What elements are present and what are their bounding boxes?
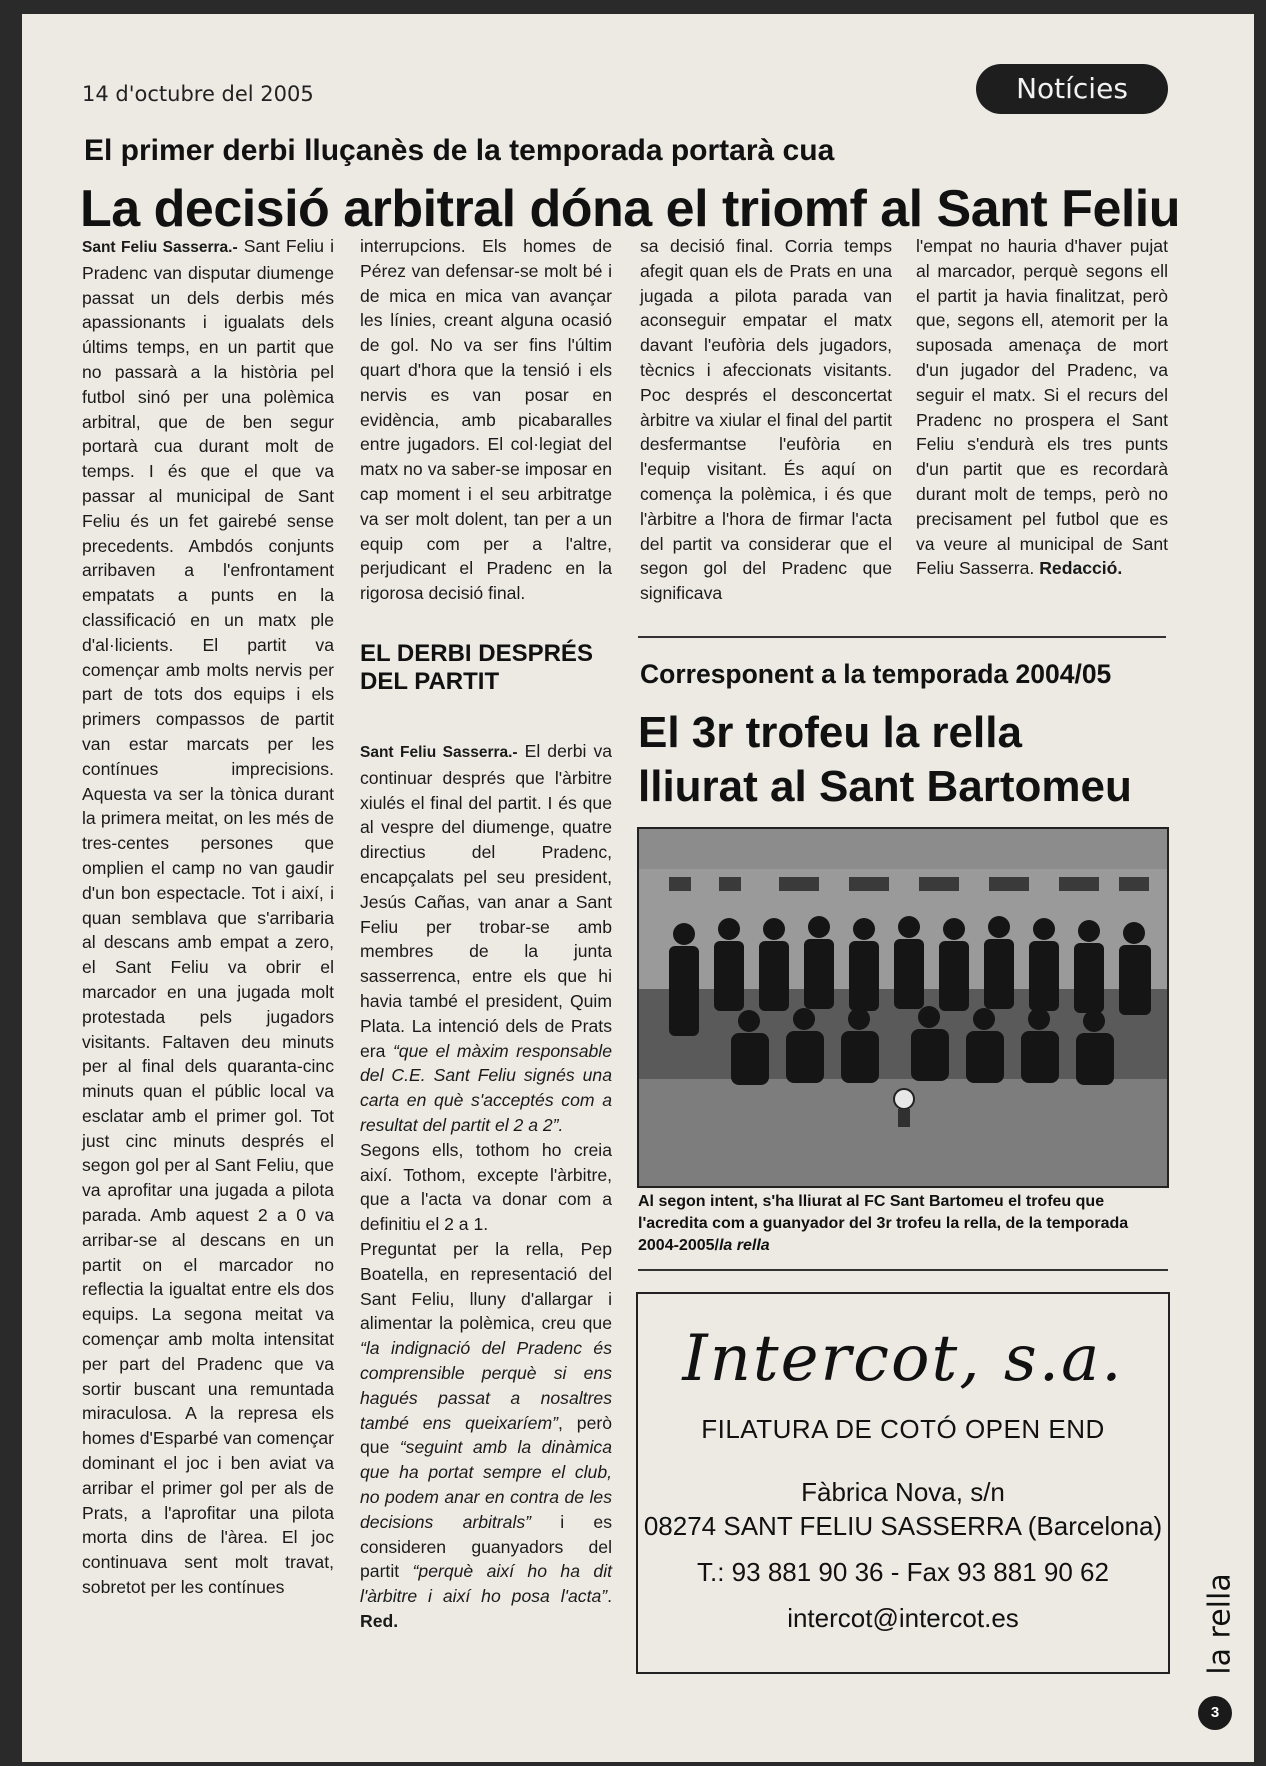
magazine-page — [22, 14, 1254, 1762]
sub-text-4: , però que — [360, 1412, 612, 1458]
column-2-text: interrupcions. Els homes de Pérez van defensar-se molt bé i de mica en mica van avançar les línies, creant alguna ocasió de gol. No va ser fins l'últim quart d'hora que la tensió i els nervis es van posar en evidència, amb picabaralles entre jugadors. El col·legiat del matx no va saber-se imposar en cap moment i el seu arbitratge va ser molt dolent, tan per a un equip com per a l'altre, perjudicant el Pradenc en la rigorosa decisió final. — [360, 236, 612, 604]
ad-brand-name: Intercot, s.a. — [682, 1322, 1124, 1396]
magazine-name — [1190, 1559, 1250, 1689]
caption-text: Al segon intent, s'ha lliurat al FC Sant Bartomeu el trofeu que l'acredita com a guanyador del 3r trofeu la rella, de la temporada 2004-2005/ — [638, 1193, 1129, 1254]
caption-signature: la rella — [718, 1237, 770, 1254]
article-column-4 — [916, 234, 1168, 581]
quote-4: “perquè així ho ha dit l'àrbitre i així ho posa l'acta” — [360, 1561, 612, 1607]
subarticle-column — [360, 739, 612, 1634]
team-photo-image — [639, 829, 1167, 1186]
sub-text-2: Segons ells, tothom ho creia així. Tothom, excepte l'àrbitre, que a l'acta va donar com a definitiu el 2 a 1. — [360, 1139, 612, 1235]
article-column-3 — [640, 234, 892, 606]
column-1-text: Sant Feliu i Pradenc van disputar diumenge passat un dels derbis més apassionants i igualats dels últims temps, en un partit que no passarà a la història pel futbol sinó per una polèmica arbitral, que de ben segur portarà cua durant molt de temps. I és que el que va passar al municipal de Sant Feliu és un fet gairebé sense precedents. Ambdós conjunts arribaven a l'enfrontament empatats a punts en la classificació en un matx ple d'al·licients. El partit va començar amb molts nervis per part de tots dos equips i els primers compassos de partit van estar marcats per les contínues imprecisions. Aquesta va ser la tònica durant la primera meitat, on les més de tres-centes persones que omplien el camp no van gaudir d'un bon espectacle. Tot i així, i quan semblava que s'arribaria al descans amb empat a zero, el Sant Feliu va obrir el marcador en una jugada molt protestada pels jugadors visitants. Faltaven deu minuts per al final dels quaranta-cinc minuts quan el públic local va esclatar amb el primer gol. Tot just cinc minuts després el segon gol per al Sant Feliu, que va aprofitar una jugada a pilota parada. Amb aquest 2 a 0 va arribar-se al descans en un partit on el marcador no reflectia la igualtat entre els dos equips. La segona meitat va començar amb molta intensitat per part del Pradenc que va sortir buscant una remuntada miraculosa. A la represa els homes d'Esparbé van començar dominant el joc i ben aviat va arribar el primer gol per als de Prats, a l'aprofitar una pilota morta dins de l'àrea. El joc continuava sent molt travat, sobretot per les contínues — [82, 236, 335, 1598]
column-4-text: l'empat no hauria d'haver pujat al marcador, perquè segons ell el partit ja havia finalitzat, però que, segons ell, atemorit per la suposada amenaça de mort d'un jugador del Pradenc, va seguir el matx. Si el recurs del Pradenc no prospera el Sant Feliu s'endurà els tres punts d'un partit que es recordarà durant molt de temps, però no precisament pel futbol que es va veure al municipal de Sant Feliu Sasserra. — [916, 236, 1168, 579]
ad-tagline: FILATURA DE COTÓ OPEN END — [701, 1414, 1105, 1444]
divider — [638, 1269, 1168, 1271]
article2-headline-line-2: lliurat al Sant Bartomeu — [638, 762, 1132, 811]
article2-headline — [638, 706, 1132, 814]
article-column-2 — [360, 234, 612, 606]
article-headline: La decisió arbitral dóna el triomf al Sant Feliu — [80, 180, 1181, 238]
article-column-1 — [82, 234, 334, 1600]
ad-address-1: Fàbrica Nova, s/n — [801, 1477, 1005, 1507]
sub-dateline: Sant Feliu Sasserra.- — [360, 744, 518, 761]
ad-phone: T.: 93 881 90 36 - Fax 93 881 90 62 — [697, 1557, 1109, 1587]
sub-text-6: . — [607, 1586, 612, 1607]
quote-2: “la indignació del Pradenc és comprensible perquè si ens hagués passat a nosaltres també ens queixaríem” — [360, 1338, 612, 1433]
sub-text-3: Preguntat per la rella, Pep Boatella, en representació del Sant Feliu, lluny d'allargar i alimentar la polèmica, creu que — [360, 1238, 612, 1334]
ad-address-2: 08274 SANT FELIU SASSERRA (Barcelona) — [643, 1511, 1163, 1541]
article-kicker: El primer derbi lluçanès de la temporada portarà cua — [84, 134, 835, 167]
dateline: Sant Feliu Sasserra.- — [82, 239, 238, 256]
magazine-name-text: la rella — [1202, 1573, 1238, 1675]
subheading: EL DERBI DESPRÉS DEL PARTIT — [360, 640, 593, 695]
column-3-text: sa decisió final. Corria temps afegit quan els de Prats en una jugada a pilota parada van aconseguir empatar el matx davant l'eufòria dels jugadors, tècnics i afeccionats visitants. Poc després el desconcertat àrbitre va xiular el final del partit desfermantse l'eufòria en l'equip visitant. És aquí on comença la polèmica, i és que l'àrbitre a l'hora de firmar l'acta del partit va considerar que el segon gol del Pradenc que significava — [640, 236, 892, 604]
ad-email: intercot@intercot.es — [787, 1603, 1019, 1633]
photo-caption — [638, 1191, 1168, 1257]
page-number: 3 — [1198, 1696, 1232, 1730]
divider — [638, 636, 1166, 638]
issue-date: 14 d'octubre del 2005 — [82, 82, 314, 106]
article-signature: Redacció. — [1039, 558, 1123, 579]
advertisement — [636, 1292, 1170, 1674]
quote-1: “que el màxim responsable del C.E. Sant Feliu signés una carta en què s'acceptés com a resultat del partit el 2 a 2”. — [360, 1040, 612, 1135]
article2-headline-line-1: El 3r trofeu la rella — [638, 708, 1022, 757]
sub-text-5: i es consideren guanyadors del partit — [360, 1511, 612, 1582]
article2-kicker: Corresponent a la temporada 2004/05 — [640, 659, 1112, 689]
team-photo — [637, 827, 1169, 1188]
section-tab: Notícies — [976, 64, 1168, 114]
quote-3: “seguint amb la dinàmica que ha portat sempre el club, no podem anar en contra de les decisions arbitrals” — [360, 1437, 612, 1532]
sub-text-1: El derbi va continuar després que l'àrbitre xiulés el final del partit. I és que al vespre del diumenge, quatre directius del Pradenc, encapçalats pel seu president, Jesús Cañas, van anar a Sant Feliu per trobar-se amb membres de la junta sasserrenca, entre els que hi havia també el president, Quim Plata. La intenció dels de Prats era — [360, 741, 613, 1061]
sub-signature: Red. — [360, 1610, 399, 1631]
